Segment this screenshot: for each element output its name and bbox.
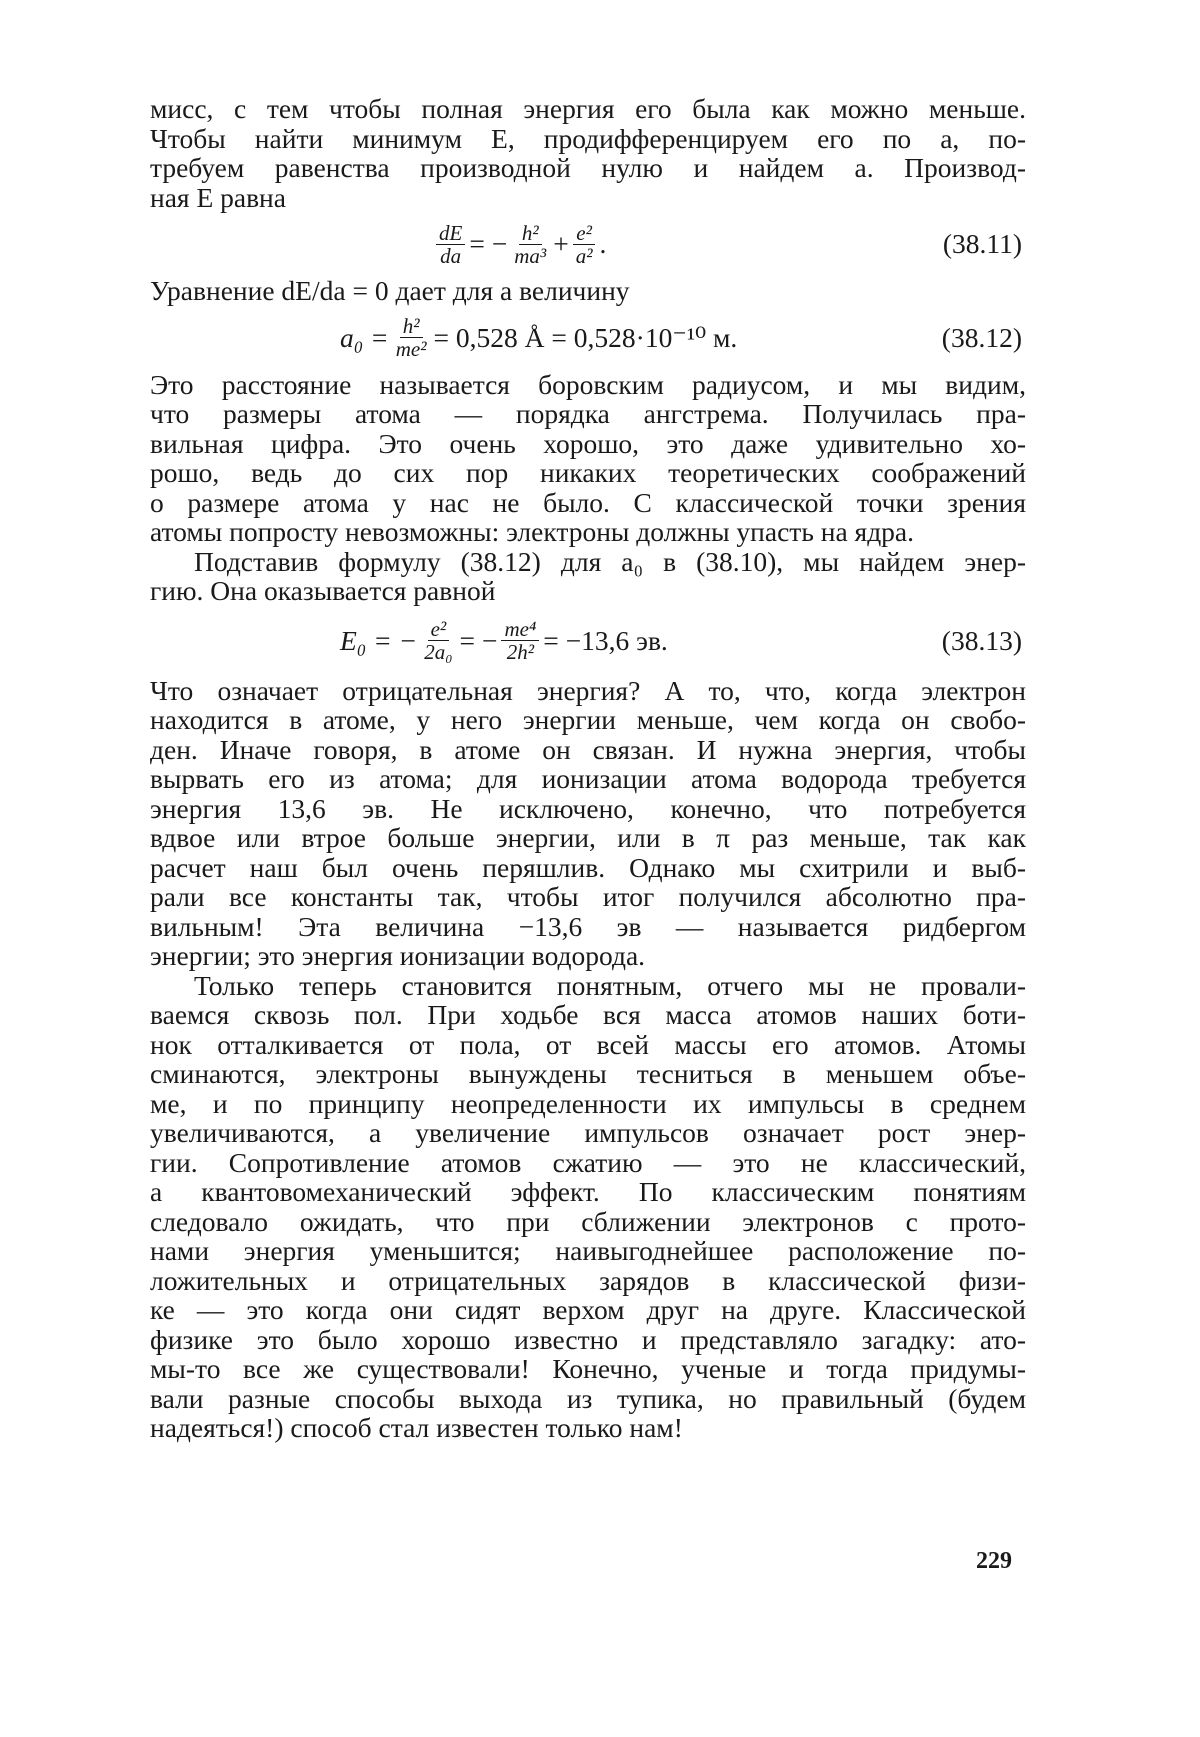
text-line: нок отталкивается от пола, от всей массы его атомов. Атомы: [150, 1028, 1026, 1060]
text-line: ваемся сквозь пол. При ходьбе вся масса атомов наших боти-: [150, 999, 1026, 1030]
fraction-numerator: e²: [573, 222, 595, 245]
text-line: Уравнение dE/da = 0 дает для a величину: [150, 275, 630, 306]
equation-number: (38.12): [941, 321, 1022, 353]
fraction-numerator: e²: [428, 618, 450, 641]
text-line: гию. Она оказывается равной: [150, 575, 496, 606]
text-line: энергии; это энергия ионизации водорода.: [150, 940, 646, 971]
text-line: Что означает отрицательная энергия? А то, что, когда электрон: [150, 674, 1026, 706]
text-line: нами энергия уменьшится; наивыгоднейшее расположение по-: [150, 1235, 1026, 1266]
text-line: ме, и по принципу неопределенности их импульсы в среднем: [150, 1087, 1026, 1119]
text-line: вдвое или втрое больше энергии, или в π раз меньше, так как: [150, 822, 1026, 853]
text-line: Подставив формулу (38.12) для a₀ в (38.10), мы найдем энер-: [194, 545, 1026, 577]
paragraph-4: [150, 547, 1026, 606]
text-line: ке — это когда они сидят верхом друг на друге. Классической: [150, 1294, 1026, 1325]
text-line: вали разные способы выхода из тупика, но правильный (будем: [150, 1382, 1026, 1414]
fraction: [393, 315, 430, 360]
text-line: мы-то все же существовали! Конечно, ученые и тогда придумы-: [150, 1353, 1026, 1384]
paragraph-1: [150, 94, 1026, 212]
text-line: надеяться!) способ стал известен только нам!: [150, 1412, 683, 1443]
equation-formula: [340, 606, 668, 676]
text-line: рали все константы так, чтобы итог получился абсолютно пра-: [150, 881, 1026, 912]
text-line: ная E равна: [150, 181, 286, 213]
text-line: вильным! Эта величина −13,6 эв — называется ридбергом: [150, 910, 1026, 942]
page-content: [150, 94, 1026, 1443]
text-line: гии. Сопротивление атомов сжатию — это не классический,: [150, 1146, 1026, 1178]
text-line: расчет наш был очень перяшлив. Однако мы схитрили и выб-: [150, 851, 1026, 883]
equation-formula: [432, 212, 606, 276]
fraction-denominator: 2h²: [506, 640, 534, 664]
fraction-numerator: h²: [519, 222, 542, 245]
text-line: ден. Иначе говоря, в атоме он связан. И нужна энергия, чтобы: [150, 733, 1026, 765]
text-line: атомы попросту невозможны: электроны должны упасть на ядра.: [150, 516, 915, 547]
equation-rhs: = −13,6 эв.: [543, 624, 668, 656]
text-line: Только теперь становится понятным, отчего мы не провали-: [194, 969, 1026, 1001]
fraction: [501, 618, 539, 663]
equals-minus: = −: [459, 624, 498, 656]
text-line: ложительных и отрицательных зарядов в классической физи-: [150, 1264, 1026, 1296]
equation-38-11: [150, 212, 1026, 276]
equation-38-13: [150, 606, 1026, 676]
equation-number: (38.13): [941, 624, 1022, 656]
fraction-numerator: me⁴: [501, 618, 539, 641]
fraction-denominator: ma³: [514, 243, 547, 268]
fraction-denominator: da: [440, 243, 462, 268]
equation-lhs: E₀ = −: [340, 624, 418, 656]
text-line: находится в атоме, у него энергии меньше, чем когда он свобо-: [150, 704, 1026, 735]
equation-number: (38.11): [942, 228, 1022, 259]
fraction-denominator: me²: [395, 337, 427, 361]
text-line: рошо, ведь до сих пор никаких теоретических соображений: [150, 457, 1026, 488]
fraction: [511, 222, 549, 267]
text-line: физике это было хорошо известно и представляло загадку: ато-: [150, 1323, 1026, 1355]
fraction-numerator: h²: [400, 315, 423, 338]
text-line: о размере атома у нас не было. С классической точки зрения: [150, 486, 1026, 518]
fraction-denominator: 2a₀: [424, 640, 453, 664]
text-line: требуем равенства производной нулю и найдем a. Производ-: [150, 152, 1026, 183]
text-line: вырвать его из атома; для ионизации атома водорода требуется: [150, 763, 1026, 794]
equation-38-12: [150, 306, 1026, 370]
fraction: [421, 618, 455, 663]
text-line: сминаются, электроны вынуждены тесниться в меньшем объе-: [150, 1058, 1026, 1089]
text-line: Чтобы найти минимум E, продифференцируем его по a, по-: [150, 122, 1026, 154]
text-line: вильная цифра. Это очень хорошо, это даже удивительно хо-: [150, 427, 1026, 459]
equation-lhs: a₀ =: [340, 321, 389, 353]
page-number: 229: [976, 1548, 1012, 1574]
equals-minus: = −: [469, 228, 508, 259]
text-line: энергия 13,6 эв. Не исключено, конечно, что потребуется: [150, 792, 1026, 824]
paragraph-6: [150, 971, 1026, 1443]
text-line: увеличиваются, а увеличение импульсов означает рост энер-: [150, 1117, 1026, 1148]
text-line: мисс, с тем чтобы полная энергия его была как можно меньше.: [150, 93, 1026, 124]
plus-sign: +: [553, 228, 569, 259]
text-line: Это расстояние называется боровским радиусом, и мы видим,: [150, 368, 1026, 400]
period: .: [599, 228, 607, 259]
paragraph-2: [150, 276, 1026, 306]
fraction-denominator: a²: [575, 243, 593, 268]
fraction-numerator: dE: [436, 222, 465, 245]
paragraph-3: [150, 370, 1026, 547]
equation-formula: [340, 306, 737, 370]
text-line: а квантовомеханический эффект. По классическим понятиям: [150, 1176, 1026, 1207]
paragraph-5: [150, 676, 1026, 971]
fraction: [436, 222, 465, 267]
fraction: [573, 222, 596, 267]
text-line: следовало ожидать, что при сближении электронов с прото-: [150, 1205, 1026, 1237]
equation-rhs: = 0,528 Å = 0,528·10⁻¹⁰ м.: [433, 321, 738, 353]
text-line: что размеры атома — порядка ангстрема. Получилась пра-: [150, 398, 1026, 429]
